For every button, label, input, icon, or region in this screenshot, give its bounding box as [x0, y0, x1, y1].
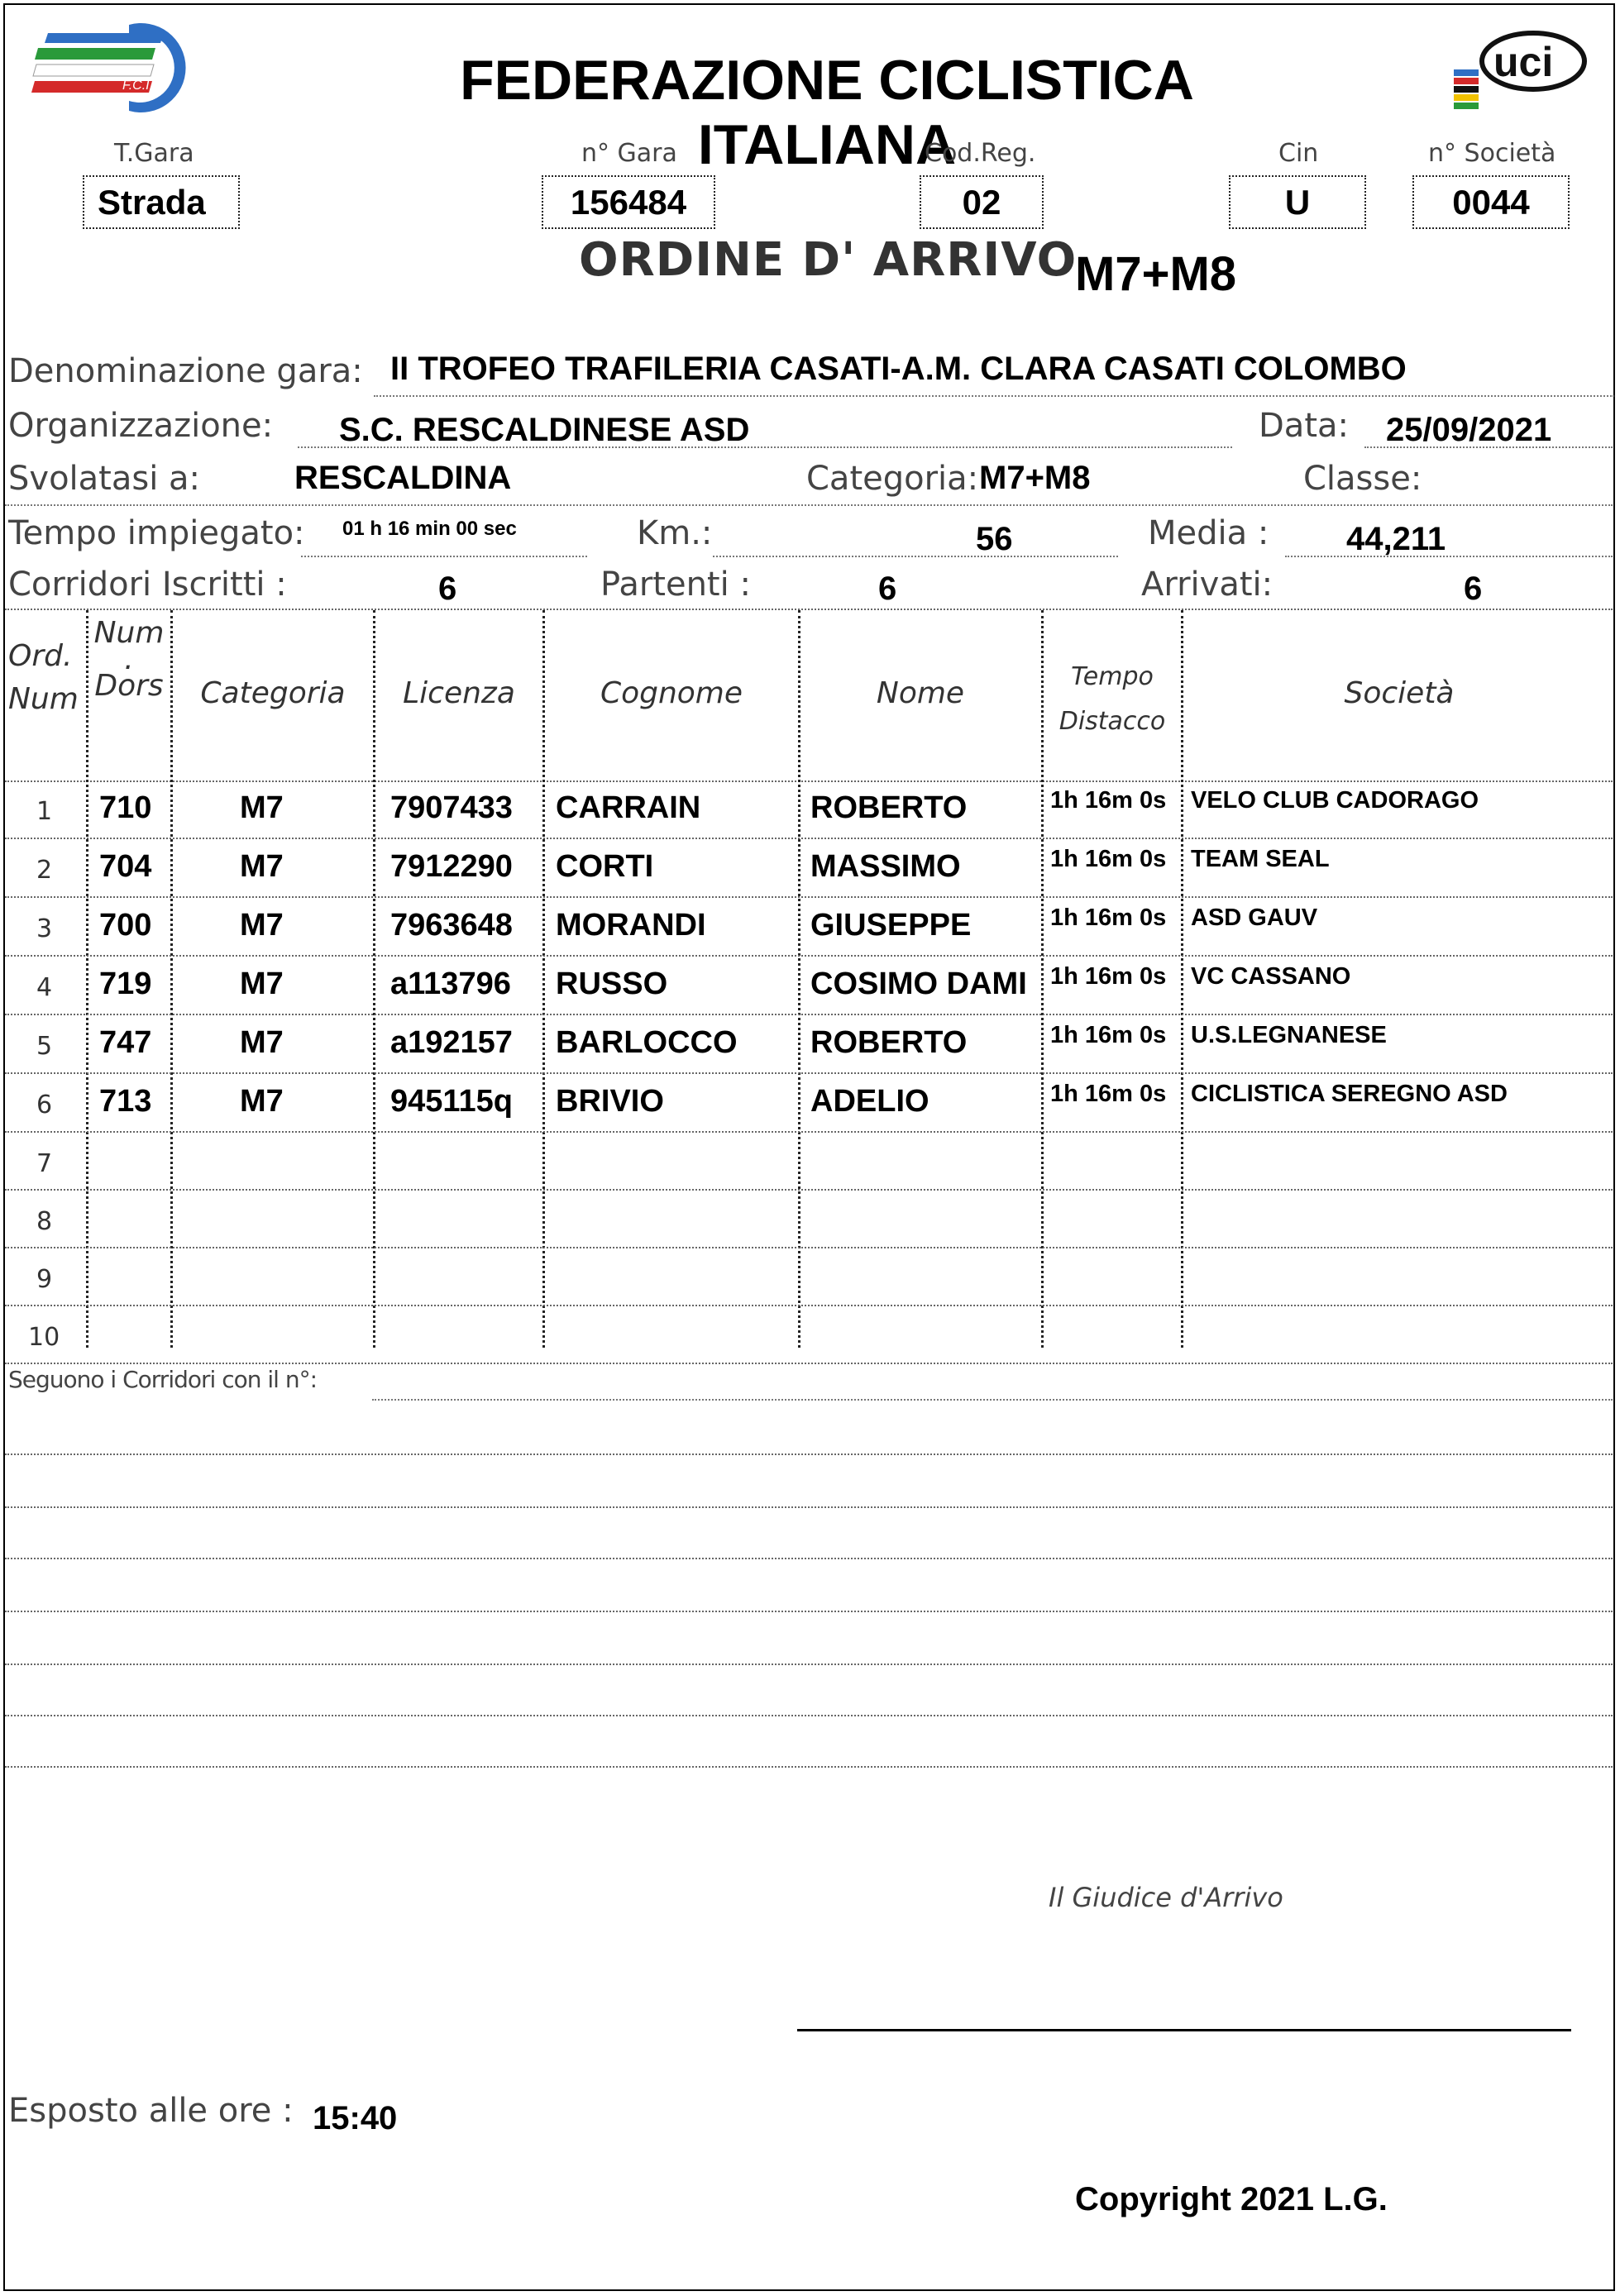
cell-num: 704: [99, 849, 152, 884]
category-title: M7+M8: [1075, 247, 1237, 301]
organizzazione-underline: [298, 446, 1232, 448]
n-gara-box: 156484: [542, 175, 715, 229]
cell-tempo: 1h 16m 0s: [1050, 963, 1167, 990]
table-row: [0, 780, 1613, 839]
fci-logo: [31, 21, 205, 114]
seguono-line-8: [5, 1766, 1613, 1768]
table-row: [0, 898, 1613, 957]
data-underline: [1364, 446, 1613, 448]
header-ord: Ord. Num: [8, 639, 79, 716]
t-gara-label: T.Gara: [114, 139, 194, 168]
svg-text:uci: uci: [1493, 39, 1554, 85]
table-row: [0, 1133, 1613, 1191]
cell-categoria: M7: [240, 967, 284, 1001]
cell-ord: 1: [36, 797, 53, 826]
table-row: [0, 1015, 1613, 1074]
organizzazione-label: Organizzazione:: [8, 407, 274, 445]
cell-cognome: RUSSO: [556, 967, 668, 1001]
media-value: 44,211: [1346, 521, 1446, 557]
cell-nome: ROBERTO: [810, 790, 968, 825]
cell-categoria: M7: [240, 908, 284, 943]
cell-tempo: 1h 16m 0s: [1050, 905, 1167, 931]
header-tempo: Tempo Distacco: [1058, 662, 1166, 736]
cell-num: 700: [99, 908, 152, 943]
svolatasi-underline: [5, 504, 1613, 506]
arrivati-value: 6: [1464, 570, 1483, 607]
cod-reg-label: Cod.Reg.: [925, 139, 1036, 168]
partenti-label: Partenti :: [600, 566, 751, 604]
seguono-line-2: [5, 1453, 1613, 1455]
classe-label: Classe:: [1303, 460, 1422, 498]
page-title: FEDERAZIONE CICLISTICA ITALIANA: [460, 49, 1194, 176]
cell-ord: 6: [36, 1091, 53, 1119]
media-label: Media :: [1148, 514, 1269, 552]
cell-societa: TEAM SEAL: [1191, 846, 1330, 872]
esposto-value: 15:40: [313, 2100, 398, 2136]
table-row: [0, 1074, 1613, 1133]
header-licenza: Licenza: [403, 676, 515, 710]
arrivati-label: Arrivati:: [1141, 566, 1274, 604]
signature-line: [797, 2029, 1571, 2031]
cell-ord: 9: [36, 1265, 53, 1294]
cell-cognome: CARRAIN: [556, 790, 701, 825]
km-label: Km.:: [637, 514, 713, 552]
cell-nome: GIUSEPPE: [810, 908, 972, 943]
header-societa: Società: [1344, 676, 1455, 710]
cell-cognome: MORANDI: [556, 908, 706, 943]
cell-societa: U.S.LEGNANESE: [1191, 1022, 1387, 1048]
seguono-line-7: [5, 1715, 1613, 1716]
seguono-line-3: [5, 1506, 1613, 1508]
giudice-label: Il Giudice d'Arrivo: [1049, 1882, 1283, 1913]
categoria-value: M7+M8: [979, 460, 1091, 496]
cell-ord: 3: [36, 914, 53, 943]
km-underline: [713, 556, 1118, 557]
media-underline: [1285, 556, 1613, 557]
cell-categoria: M7: [240, 790, 284, 825]
header-nome: Nome: [876, 676, 965, 710]
seguono-line-4: [5, 1558, 1613, 1559]
cell-num: 719: [99, 967, 152, 1001]
cell-ord: 2: [36, 856, 53, 885]
cell-cognome: BARLOCCO: [556, 1025, 738, 1060]
cell-societa: ASD GAUV: [1191, 905, 1318, 931]
cell-licenza: a192157: [390, 1025, 513, 1060]
copyright: Copyright 2021 L.G.: [1075, 2181, 1388, 2217]
cell-nome: COSIMO DAMI: [810, 967, 1027, 1001]
table-row: [0, 839, 1613, 898]
seguono-label: Seguono i Corridori con il n°:: [8, 1366, 318, 1393]
seguono-line-5: [5, 1611, 1613, 1612]
data-label: Data:: [1259, 407, 1349, 445]
header-cognome: Cognome: [600, 676, 743, 710]
categoria-label: Categoria:: [806, 460, 979, 498]
table-row: [0, 1248, 1613, 1306]
uci-logo: [1450, 25, 1589, 116]
cell-nome: ADELIO: [810, 1084, 929, 1119]
seguono-line-1: [372, 1399, 1613, 1401]
svg-text:F.C.I.: F.C.I.: [122, 79, 154, 93]
cell-num: 710: [99, 790, 152, 825]
cell-num: 747: [99, 1025, 152, 1060]
cell-nome: MASSIMO: [810, 849, 961, 884]
tempo-value: 01 h 16 min 00 sec: [342, 518, 517, 540]
cell-licenza: 7907433: [390, 790, 513, 825]
n-societa-box: 0044: [1412, 175, 1570, 229]
header-categoria: Categoria: [200, 676, 346, 710]
cell-categoria: M7: [240, 1025, 284, 1060]
table-row: [0, 957, 1613, 1015]
iscritti-label: Corridori Iscritti :: [8, 566, 287, 604]
cod-reg-box: 02: [920, 175, 1044, 229]
cell-num: 713: [99, 1084, 152, 1119]
svolatasi-label: Svolatasi a:: [8, 460, 201, 498]
cell-ord: 5: [36, 1032, 53, 1061]
t-gara-box: Strada: [83, 175, 240, 229]
cell-tempo: 1h 16m 0s: [1050, 846, 1167, 872]
denominazione-label: Denominazione gara:: [8, 352, 363, 390]
organizzazione-value: S.C. RESCALDINESE ASD: [339, 412, 750, 448]
cell-societa: VELO CLUB CADORAGO: [1191, 787, 1479, 814]
cell-ord: 7: [36, 1149, 53, 1178]
header-num-dors: Num . Dors: [93, 616, 165, 703]
cell-categoria: M7: [240, 849, 284, 884]
cell-licenza: 7963648: [390, 908, 513, 943]
cin-box: U: [1229, 175, 1366, 229]
cell-societa: VC CASSANO: [1191, 963, 1351, 990]
km-value: 56: [976, 521, 1013, 557]
denominazione-underline: [374, 395, 1614, 397]
cell-licenza: 945115q: [390, 1084, 513, 1119]
subtitle: ORDINE D' ARRIVO: [579, 233, 1078, 287]
cell-licenza: 7912290: [390, 849, 513, 884]
iscritti-value: 6: [438, 570, 457, 607]
tempo-underline: [301, 556, 587, 557]
cell-tempo: 1h 16m 0s: [1050, 787, 1167, 814]
cin-label: Cin: [1278, 139, 1319, 168]
cell-licenza: a113796: [390, 967, 511, 1001]
cell-nome: ROBERTO: [810, 1025, 968, 1060]
cell-ord: 10: [28, 1323, 60, 1352]
cell-societa: CICLISTICA SEREGNO ASD: [1191, 1081, 1508, 1107]
n-gara-label: n° Gara: [581, 139, 677, 168]
cell-cognome: CORTI: [556, 849, 654, 884]
esposto-label: Esposto alle ore :: [8, 2092, 294, 2130]
cell-cognome: BRIVIO: [556, 1084, 664, 1119]
n-societa-label: n° Società: [1428, 139, 1556, 168]
partenti-value: 6: [878, 570, 897, 607]
denominazione-value: II TROFEO TRAFILERIA CASATI-A.M. CLARA CASATI COLOMBO: [390, 351, 1407, 387]
tempo-label: Tempo impiegato:: [8, 514, 305, 552]
seguono-line-6: [5, 1664, 1613, 1665]
svolatasi-value: RESCALDINA: [294, 460, 512, 496]
table-row: [0, 1191, 1613, 1248]
cell-ord: 8: [36, 1207, 53, 1236]
cell-ord: 4: [36, 973, 53, 1002]
data-value: 25/09/2021: [1386, 412, 1552, 448]
cell-tempo: 1h 16m 0s: [1050, 1081, 1167, 1107]
table-row: [0, 1306, 1613, 1364]
cell-tempo: 1h 16m 0s: [1050, 1022, 1167, 1048]
cell-categoria: M7: [240, 1084, 284, 1119]
